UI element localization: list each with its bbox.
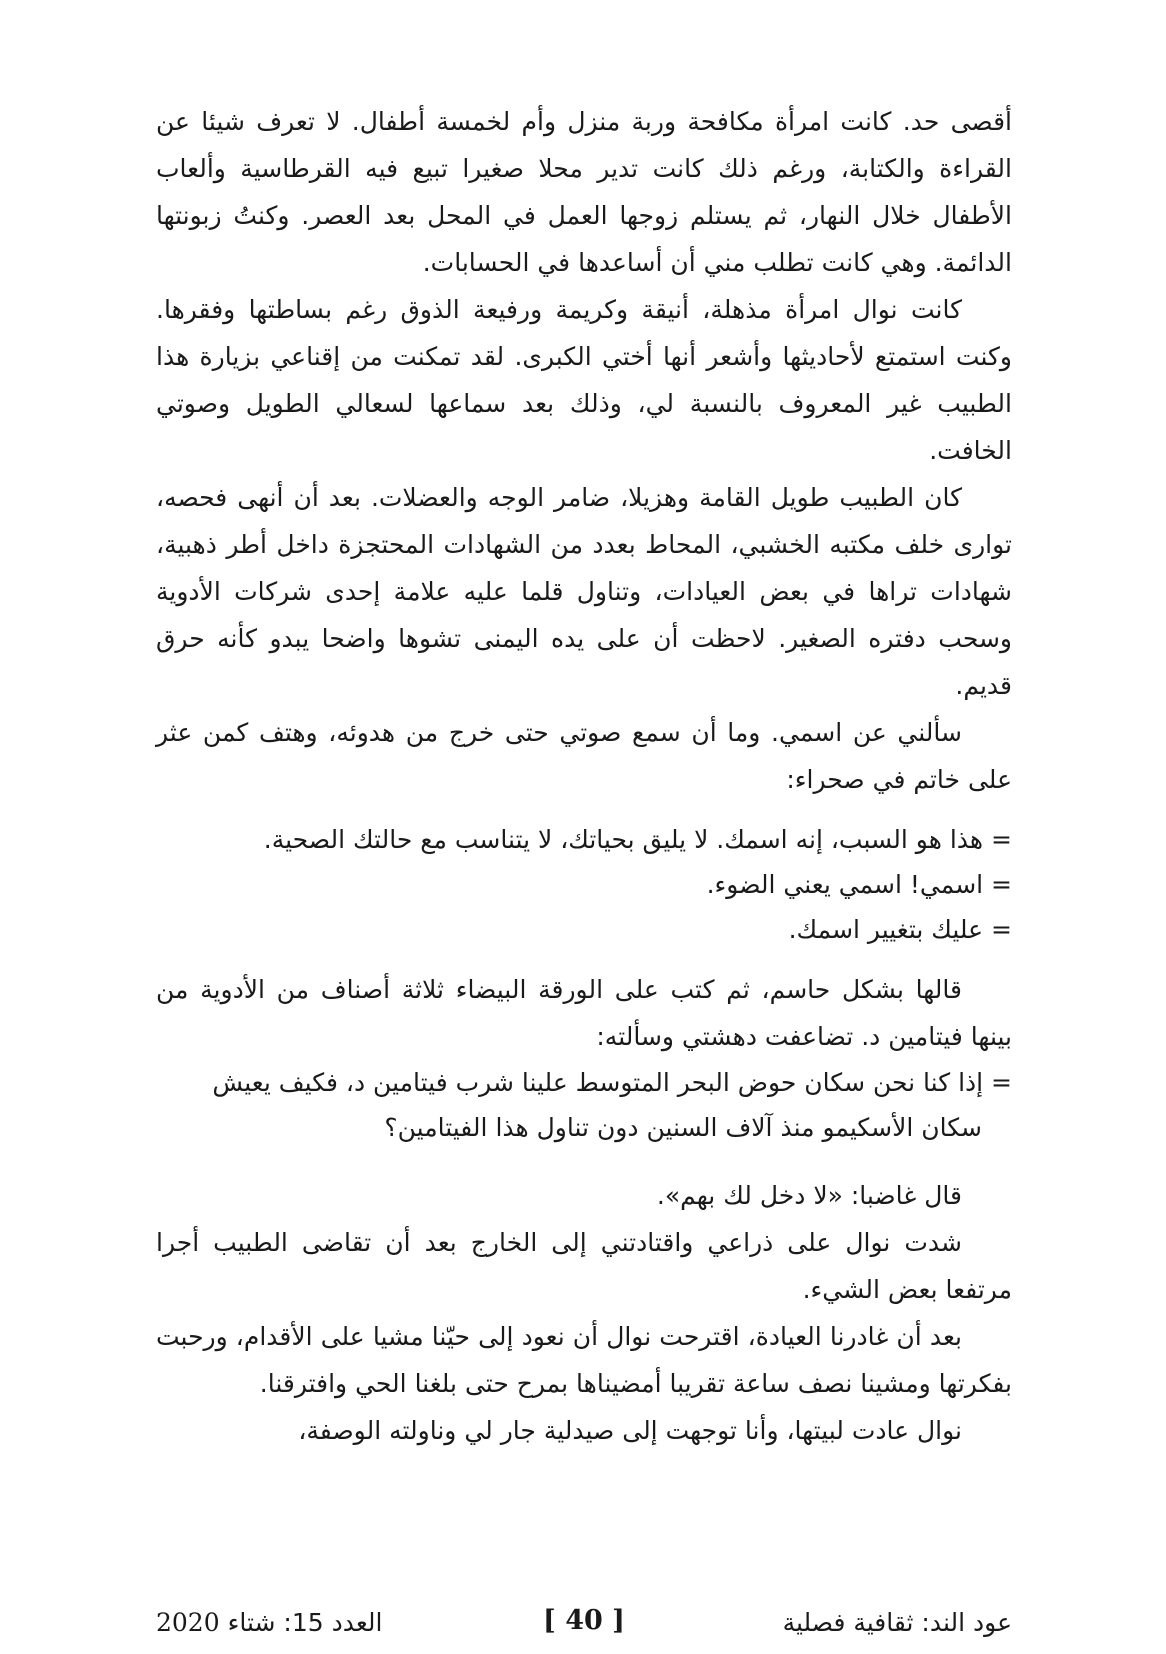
question-block: [156, 1060, 1012, 1150]
page-footer: [156, 1605, 1012, 1648]
paragraph-7: شدت نوال على ذراعي واقتادتني إلى الخارج بعد أن تقاضى الطبيب أجرا مرتفعا بعض الشيء.: [156, 1228, 1012, 1304]
issue-label: العدد 15: شتاء: [227, 1608, 383, 1637]
paragraph-2: كانت نوال امرأة مذهلة، أنيقة وكريمة ورفيعة الذوق رغم بساطتها وفقرها. وكنت استمتع لأحاديثها وأشعر أنها أختي الكبرى. لقد تمكنت من إقناعي بزيارة هذا الطبيب غير المعروف بالنسبة لي، وذلك بعد سماعها لسعالي الطويل وصوتي الخافت.: [156, 295, 1012, 465]
dialogue-line-2: = اسمي! اسمي يعني الضوء.: [706, 870, 1012, 899]
magazine-title: عود الند: ثقافية فصلية: [782, 1608, 1012, 1637]
paragraph-6: قال غاضبا: «لا دخل لك بهم».: [656, 1181, 962, 1210]
article-body: [156, 98, 1012, 1454]
paragraph-9: نوال عادت لبيتها، وأنا توجهت إلى صيدلية جار لي وناولته الوصفة،: [298, 1416, 962, 1445]
question-line-2: سكان الأسكيمو منذ آلاف السنين دون تناول هذا الفيتامين؟: [384, 1113, 982, 1142]
paragraph-3: كان الطبيب طويل القامة وهزيلا، ضامر الوجه والعضلات. بعد أن أنهى فحصه، توارى خلف مكتبه الخشبي، المحاط بعدد من الشهادات المحتجزة داخل أطر ذهبية، شهادات تراها في بعض العيادات، وتناول قلما عليه علامة إحدى شركات الأدوية وسحب دفتره الصغير. لاحظت أن على يده اليمنى تشوها واضحا يبدو كأنه حرق قديم.: [156, 483, 1012, 700]
dialogue-line-1: = هذا هو السبب، إنه اسمك. لا يليق بحياتك، لا يتناسب مع حالتك الصحية.: [263, 825, 1012, 854]
issue-year: 2020: [156, 1608, 220, 1637]
question-line-1: = إذا كنا نحن سكان حوض البحر المتوسط علينا شرب فيتامين د، فكيف يعيش: [212, 1068, 1012, 1097]
dialogue-line-3: = عليك بتغيير اسمك.: [788, 915, 1012, 944]
page-number: [ 40 ]: [543, 1605, 625, 1636]
paragraph-4: سألني عن اسمي. وما أن سمع صوتي حتى خرج من هدوئه، وهتف كمن عثر على خاتم في صحراء:: [156, 718, 1012, 794]
issue-info: [156, 1608, 382, 1637]
paragraph-8: بعد أن غادرنا العيادة، اقترحت نوال أن نعود إلى حيّنا مشيا على الأقدام، ورحبت بفكرتها ومشينا نصف ساعة تقريبا أمضيناها بمرح حتى بلغنا الحي وافترقنا.: [156, 1322, 1012, 1398]
paragraph-5: قالها بشكل حاسم، ثم كتب على الورقة البيضاء ثلاثة أصناف من الأدوية من بينها فيتامين د. تضاعفت دهشتي وسألته:: [156, 975, 1012, 1051]
dialogue-block: [156, 817, 1012, 952]
paragraph-1: أقصى حد. كانت امرأة مكافحة وربة منزل وأم لخمسة أطفال. لا تعرف شيئا عن القراءة والكتابة، ورغم ذلك كانت تدير محلا صغيرا تبيع فيه القرطاسية وألعاب الأطفال خلال النهار، ثم يستلم زوجها العمل في المحل بعد العصر. وكنتُ زبونتها الدائمة. وهي كانت تطلب مني أن أساعدها في الحسابات.: [156, 107, 1012, 277]
